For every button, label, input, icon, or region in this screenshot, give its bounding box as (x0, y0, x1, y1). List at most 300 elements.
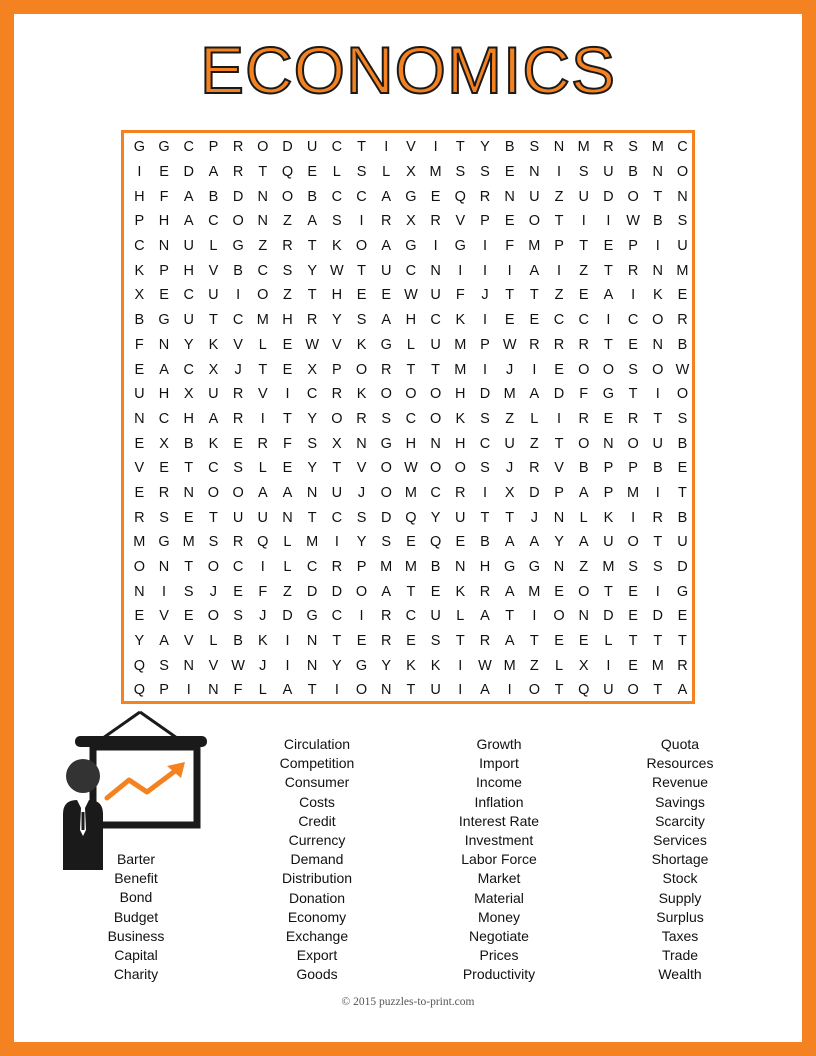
grid-letter: S (677, 410, 688, 427)
grid-letter: O (528, 213, 540, 230)
grid-letter: E (134, 484, 145, 501)
grid-letter: T (455, 139, 465, 156)
grid-letter: G (133, 139, 145, 156)
grid-letter: O (627, 534, 639, 551)
grid-letter: O (355, 583, 368, 600)
grid-letter: E (134, 608, 145, 625)
grid-letter: W (502, 336, 517, 353)
grid-letter: L (579, 509, 588, 526)
grid-letter: N (430, 262, 441, 279)
grid-letter: X (208, 361, 219, 378)
grid-letter: I (507, 262, 512, 279)
grid-letter: J (259, 608, 267, 625)
grid-letter: S (430, 633, 441, 650)
grid-letter: V (183, 633, 194, 650)
grid-letter: A (208, 164, 219, 181)
grid-letter: R (603, 139, 614, 156)
grid-letter: N (306, 484, 318, 501)
grid-letter: M (651, 657, 664, 674)
grid-letter: E (406, 633, 416, 650)
grid-letter: T (653, 534, 663, 551)
grid-letter: I (557, 164, 562, 181)
grid-letter: K (134, 262, 145, 279)
grid-letter: V (233, 336, 243, 353)
word-list-item: Investment (464, 832, 534, 849)
grid-letter: J (209, 583, 218, 600)
grid-letter: V (455, 213, 466, 230)
grid-letter: X (332, 435, 342, 452)
grid-letter: E (134, 361, 145, 378)
grid-letter: H (158, 213, 170, 230)
grid-letter: M (256, 312, 269, 329)
grid-letter: R (578, 410, 589, 427)
grid-letter: U (529, 188, 540, 205)
word-list-item: Bond (119, 889, 153, 906)
grid-letter: M (429, 164, 442, 181)
grid-letter: C (306, 559, 318, 576)
grid-letter: A (529, 262, 540, 279)
grid-letter: I (655, 583, 660, 600)
grid-letter: E (628, 583, 638, 600)
word-list-item: Interest Rate (458, 812, 540, 829)
word-list-item: Taxes (661, 928, 699, 945)
grid-letter: T (307, 238, 317, 255)
grid-letter: S (159, 509, 169, 526)
grid-letter: M (651, 139, 664, 156)
grid-letter: K (455, 312, 466, 329)
grid-letter: A (480, 682, 490, 699)
grid-letter: A (504, 534, 515, 551)
grid-letter: F (233, 682, 243, 699)
grid-letter: A (183, 188, 194, 205)
grid-letter: S (628, 361, 638, 378)
word-list-item: Shortage (651, 851, 709, 868)
grid-letter: O (257, 287, 269, 304)
grid-letter: R (677, 312, 688, 329)
word-list-item: Income (476, 774, 522, 791)
word-list-item: Wealth (658, 966, 702, 983)
grid-letter: F (134, 336, 144, 353)
grid-letter: E (282, 361, 293, 378)
grid-letter: A (529, 386, 540, 403)
grid-letter: N (652, 262, 664, 279)
grid-letter: V (134, 460, 145, 477)
grid-letter: M (306, 534, 319, 551)
grid-letter: A (504, 583, 515, 600)
grid-letter: A (257, 484, 268, 501)
word-list-item: Business (107, 927, 165, 944)
grid-letter: H (405, 312, 417, 329)
grid-letter: Q (578, 682, 590, 699)
word-list-item: Savings (655, 793, 705, 810)
grid-letter: I (655, 386, 660, 403)
grid-letter: K (455, 410, 466, 427)
word-list-item: Demand (290, 851, 344, 868)
grid-letter: C (331, 608, 343, 625)
grid-letter: Y (183, 336, 194, 353)
grid-letter: S (480, 460, 490, 477)
grid-letter: E (381, 287, 392, 304)
grid-letter: I (581, 213, 586, 230)
grid-letter: X (159, 435, 169, 452)
grid-letter: S (480, 164, 490, 181)
grid-letter: T (406, 583, 416, 600)
grid-letter: I (359, 608, 364, 625)
grid-letter: F (159, 188, 169, 205)
grid-letter: D (232, 188, 244, 205)
grid-letter: B (504, 139, 515, 156)
grid-letter: C (257, 262, 269, 279)
grid-letter: K (652, 287, 663, 304)
grid-letter: N (183, 484, 194, 501)
grid-letter: U (677, 238, 688, 255)
grid-letter: E (406, 534, 416, 551)
grid-letter: E (430, 583, 441, 600)
grid-letter: I (631, 287, 636, 304)
grid-letter: I (260, 410, 265, 427)
grid-letter: C (479, 435, 491, 452)
word-list-item: Market (477, 870, 521, 887)
grid-letter: L (209, 238, 218, 255)
word-list-item: Supply (658, 889, 702, 906)
grid-letter: C (405, 608, 417, 625)
grid-letter: D (331, 583, 343, 600)
grid-letter: O (553, 608, 565, 625)
grid-letter: R (380, 361, 392, 378)
grid-letter: E (628, 608, 638, 625)
grid-letter: I (532, 361, 537, 378)
grid-letter: L (406, 336, 415, 353)
grid-letter: S (628, 559, 638, 576)
grid-letter: N (208, 682, 219, 699)
grid-letter: S (307, 435, 317, 452)
grid-letter: K (455, 583, 466, 600)
word-list-item: Barter (116, 851, 156, 867)
grid-letter: E (677, 287, 688, 304)
grid-letter: A (381, 238, 392, 255)
grid-letter: Q (281, 164, 294, 181)
grid-letter: T (184, 559, 194, 576)
page-title: ECONOMICS (199, 33, 617, 107)
grid-letter: R (158, 484, 170, 501)
grid-letter: J (481, 287, 489, 304)
grid-letter: Y (480, 139, 490, 156)
grid-letter: T (603, 583, 613, 600)
grid-letter: P (159, 682, 169, 699)
grid-letter: I (482, 262, 487, 279)
grid-letter: C (331, 139, 343, 156)
grid-letter: X (307, 361, 317, 378)
grid-letter: V (208, 657, 219, 674)
word-list-item: Quota (660, 736, 700, 752)
grid-letter: T (628, 633, 638, 650)
grid-letter: M (503, 657, 516, 674)
grid-letter: T (307, 682, 317, 699)
grid-letter: N (380, 682, 392, 699)
grid-letter: X (406, 213, 416, 230)
grid-letter: G (528, 559, 540, 576)
grid-letter: I (137, 164, 142, 181)
grid-letter: A (183, 213, 194, 230)
grid-letter: U (677, 534, 688, 551)
grid-letter: R (306, 312, 318, 329)
grid-letter: S (356, 312, 367, 329)
grid-letter: E (307, 164, 317, 181)
grid-letter: R (282, 238, 293, 255)
grid-letter: U (306, 139, 318, 156)
grid-letter: E (159, 164, 169, 181)
grid-letter: R (134, 509, 145, 526)
word-list-item: Donation (288, 889, 346, 906)
grid-letter: Q (133, 682, 145, 699)
grid-letter: B (652, 213, 663, 230)
grid-letter: O (355, 238, 368, 255)
grid-letter: E (233, 435, 243, 452)
grid-letter: Y (307, 410, 317, 427)
word-list-item: Scarcity (655, 812, 705, 829)
grid-letter: V (159, 608, 169, 625)
grid-letter: U (603, 534, 614, 551)
word-search-grid (121, 130, 695, 704)
grid-letter: N (553, 139, 565, 156)
grid-letter: L (258, 460, 267, 477)
grid-letter: T (332, 460, 342, 477)
grid-letter: E (159, 287, 169, 304)
grid-letter: H (183, 262, 194, 279)
word-list-item: Consumer (284, 774, 350, 791)
grid-letter: T (554, 435, 564, 452)
grid-letter: T (258, 361, 268, 378)
grid-letter: B (677, 435, 688, 452)
grid-letter: D (380, 509, 392, 526)
grid-letter: I (186, 682, 191, 699)
grid-letter: U (208, 287, 219, 304)
grid-letter: L (382, 164, 391, 181)
grid-letter: F (455, 287, 465, 304)
grid-letter: J (506, 361, 514, 378)
grid-letter: G (504, 559, 516, 576)
grid-letter: L (456, 608, 465, 625)
grid-letter: O (429, 386, 442, 403)
grid-letter: T (529, 287, 539, 304)
grid-letter: Y (554, 534, 564, 551)
grid-letter: J (506, 460, 514, 477)
grid-letter: O (578, 583, 590, 600)
word-list-item: Goods (296, 966, 338, 983)
grid-letter: E (554, 361, 564, 378)
grid-letter: E (529, 312, 540, 329)
grid-letter: T (208, 312, 218, 329)
grid-letter: M (454, 336, 467, 353)
grid-letter: X (183, 386, 194, 403)
grid-letter: I (458, 682, 463, 699)
grid-letter: Z (283, 583, 292, 600)
grid-letter: I (482, 238, 487, 255)
grid-letter: C (183, 139, 194, 156)
grid-letter: A (159, 633, 169, 650)
word-list-item: Costs (299, 793, 335, 810)
grid-letter: W (404, 460, 418, 477)
grid-letter: K (406, 657, 416, 674)
word-list-item: Stock (662, 870, 698, 887)
word-list-item: Charity (113, 966, 159, 983)
grid-letter: B (430, 559, 441, 576)
grid-letter: O (232, 213, 244, 230)
word-list-item: Competition (279, 755, 355, 772)
grid-letter: Y (307, 262, 317, 279)
grid-letter: J (259, 657, 267, 674)
grid-letter: T (653, 188, 663, 205)
grid-letter: M (676, 262, 689, 279)
grid-letter: S (208, 534, 219, 551)
grid-letter: S (628, 139, 638, 156)
grid-letter: N (134, 583, 145, 600)
grid-letter: K (356, 386, 367, 403)
grid-letter: P (554, 484, 564, 501)
grid-letter: C (232, 312, 244, 329)
grid-letter: S (652, 559, 663, 576)
grid-letter: H (455, 386, 466, 403)
grid-letter: P (208, 139, 219, 156)
grid-letter: Q (429, 534, 442, 551)
grid-letter: U (380, 262, 392, 279)
grid-letter: S (282, 262, 293, 279)
word-list-item: Productivity (462, 966, 536, 983)
grid-letter: L (604, 633, 613, 650)
grid-letter: W (330, 262, 344, 279)
grid-letter: I (655, 484, 660, 501)
grid-letter: A (578, 534, 589, 551)
grid-letter: I (557, 410, 562, 427)
grid-letter: U (603, 682, 614, 699)
grid-letter: N (158, 559, 170, 576)
grid-letter: O (454, 460, 466, 477)
grid-letter: I (606, 312, 611, 329)
grid-letter: F (505, 238, 515, 255)
grid-letter: A (159, 361, 169, 378)
grid-letter: O (380, 484, 392, 501)
grid-letter: D (529, 484, 540, 501)
grid-letter: P (332, 361, 342, 378)
grid-letter: S (356, 509, 367, 526)
grid-letter: B (233, 633, 243, 650)
grid-letter: Y (381, 657, 392, 674)
grid-letter: R (578, 336, 589, 353)
grid-letter: U (134, 386, 145, 403)
grid-letter: Q (405, 509, 417, 526)
word-list-column-3 (424, 735, 574, 985)
grid-letter: N (553, 559, 565, 576)
grid-letter: W (305, 336, 319, 353)
grid-letter: C (158, 410, 170, 427)
grid-letter: O (578, 361, 590, 378)
grid-letter: C (627, 312, 639, 329)
grid-letter: S (578, 164, 589, 181)
grid-letter: C (306, 386, 318, 403)
grid-letter: M (454, 361, 467, 378)
grid-letter: M (528, 583, 541, 600)
grid-letter: W (626, 213, 640, 230)
grid-letter: M (404, 559, 417, 576)
grid-letter: T (554, 682, 564, 699)
grid-letter: I (334, 534, 339, 551)
grid-letter: G (158, 139, 170, 156)
grid-letter: R (529, 460, 540, 477)
grid-letter: R (479, 188, 491, 205)
grid-letter: H (479, 559, 491, 576)
grid-letter: W (404, 287, 418, 304)
grid-letter: I (458, 657, 463, 674)
grid-letter: E (603, 410, 614, 427)
grid-letter: C (208, 213, 219, 230)
grid-letter: K (257, 633, 268, 650)
grid-letter: R (380, 213, 392, 230)
grid-letter: U (331, 484, 343, 501)
grid-letter: N (529, 164, 540, 181)
grid-letter: A (381, 312, 392, 329)
grid-letter: B (652, 460, 663, 477)
grid-letter: O (429, 410, 442, 427)
grid-letter: C (553, 312, 565, 329)
grid-letter: G (158, 534, 170, 551)
grid-letter: Y (332, 657, 342, 674)
word-list-item: Capital (114, 947, 158, 964)
word-list-item: Surplus (656, 908, 704, 925)
grid-letter: S (356, 164, 367, 181)
grid-letter: L (530, 410, 539, 427)
grid-letter: H (282, 312, 293, 329)
grid-letter: Z (258, 238, 268, 255)
grid-letter: Y (356, 534, 367, 551)
grid-letter: R (380, 633, 392, 650)
grid-letter: E (356, 633, 367, 650)
word-list-column-1 (61, 850, 211, 984)
grid-letter: B (183, 435, 194, 452)
grid-letter: Y (332, 312, 342, 329)
grid-letter: T (208, 509, 218, 526)
grid-letter: A (480, 608, 490, 625)
grid-letter: L (209, 633, 218, 650)
grid-letter: O (355, 361, 368, 378)
grid-letter: O (355, 682, 368, 699)
grid-letter: I (606, 657, 611, 674)
grid-letter: D (306, 583, 318, 600)
word-list-item: Labor Force (461, 851, 537, 868)
grid-letter: J (357, 484, 366, 501)
grid-letter: T (258, 164, 268, 181)
grid-letter: F (283, 435, 292, 452)
word-list-item: Growth (476, 736, 522, 752)
grid-letter: P (159, 262, 169, 279)
grid-letter: T (579, 238, 589, 255)
grid-letter: K (430, 657, 441, 674)
grid-letter: G (676, 583, 689, 600)
grid-letter: I (458, 262, 463, 279)
grid-letter: V (554, 460, 564, 477)
grid-letter: Z (283, 213, 292, 230)
grid-letter: N (677, 188, 688, 205)
grid-letter: I (631, 509, 636, 526)
grid-letter: B (134, 312, 145, 329)
grid-letter: P (603, 460, 614, 477)
grid-letter: R (479, 583, 491, 600)
grid-letter: O (281, 188, 294, 205)
grid-letter: S (233, 608, 243, 625)
grid-letter: S (480, 410, 490, 427)
word-list-item: Prices (479, 947, 519, 964)
grid-letter: G (380, 336, 392, 353)
grid-letter: B (628, 164, 638, 181)
